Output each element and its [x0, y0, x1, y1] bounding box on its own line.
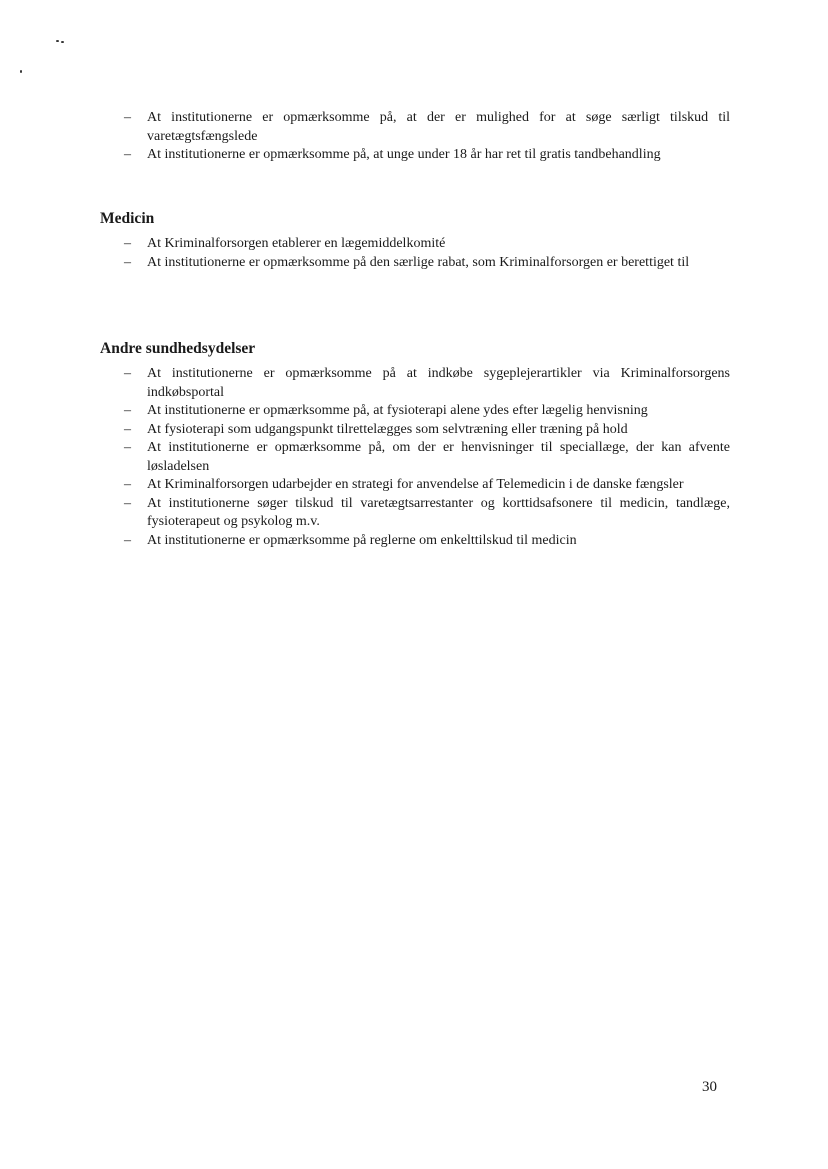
dash-bullet: – — [124, 495, 131, 511]
dash-bullet: – — [124, 236, 131, 251]
list-item — [100, 439, 730, 476]
list-item-text: At institutionerne søger tilskud til varetægtsarrestanter og korttidsafsonere til medicin, tandlæge, fysioterapeut og psykolog m.v. — [147, 495, 730, 529]
list-item-text: At institutionerne er opmærksomme på, at fysioterapi alene ydes efter lægelig henvisning — [147, 403, 648, 418]
medicin-heading: Medicin — [100, 210, 155, 227]
list-item — [100, 495, 730, 532]
intro-list — [100, 109, 730, 165]
medicin-section — [100, 209, 730, 272]
dash-bullet: – — [124, 403, 131, 418]
page-number: 30 — [702, 1079, 717, 1095]
andre-section — [100, 339, 730, 550]
scan-speck — [20, 70, 22, 73]
list-item-text: At institutionerne er opmærksomme på, om der er henvisninger til speciallæge, der kan afvente løsladelsen — [147, 440, 730, 474]
medicin-list — [100, 235, 730, 272]
list-item — [100, 146, 730, 165]
list-item-text: At institutionerne er opmærksomme på, at unge under 18 år har ret til gratis tandbehandling — [147, 147, 661, 162]
andre-heading: Andre sundhedsydelser — [100, 340, 256, 357]
list-item-text: At Kriminalforsorgen etablerer en lægemiddelkomité — [147, 236, 446, 251]
dash-bullet: – — [124, 366, 131, 381]
dash-bullet: – — [124, 147, 131, 162]
dash-bullet: – — [124, 254, 131, 270]
list-item-text: At fysioterapi som udgangspunkt tilrettelægges som selvtræning eller træning på hold — [147, 421, 628, 437]
list-item — [100, 235, 730, 254]
scan-speck — [61, 41, 64, 43]
list-item-text: At institutionerne er opmærksomme på at indkøbe sygeplejerartikler via Kriminalforsorgens indkøbsportal — [147, 366, 730, 400]
intro-section — [100, 109, 730, 165]
list-item — [100, 532, 730, 551]
list-item — [100, 421, 730, 440]
list-item — [100, 109, 730, 146]
dash-bullet: – — [124, 477, 131, 492]
list-item — [100, 365, 730, 402]
dash-bullet: – — [124, 532, 131, 548]
scan-speck — [56, 40, 59, 42]
list-item — [100, 254, 730, 273]
list-item — [100, 402, 730, 421]
list-item-text: At institutionerne er opmærksomme på, at der er mulighed for at søge særligt tilskud til varetægtsfængslede — [147, 110, 730, 144]
dash-bullet: – — [124, 440, 131, 455]
list-item — [100, 476, 730, 495]
list-item-text: At institutionerne er opmærksomme på den særlige rabat, som Kriminalforsorgen er berettiget til — [147, 254, 690, 270]
dash-bullet: – — [124, 421, 131, 437]
dash-bullet: – — [124, 110, 131, 125]
list-item-text: At institutionerne er opmærksomme på reglerne om enkelttilskud til medicin — [147, 532, 577, 548]
list-item-text: At Kriminalforsorgen udarbejder en strategi for anvendelse af Telemedicin i de danske fængsler — [147, 477, 684, 492]
andre-list — [100, 365, 730, 550]
